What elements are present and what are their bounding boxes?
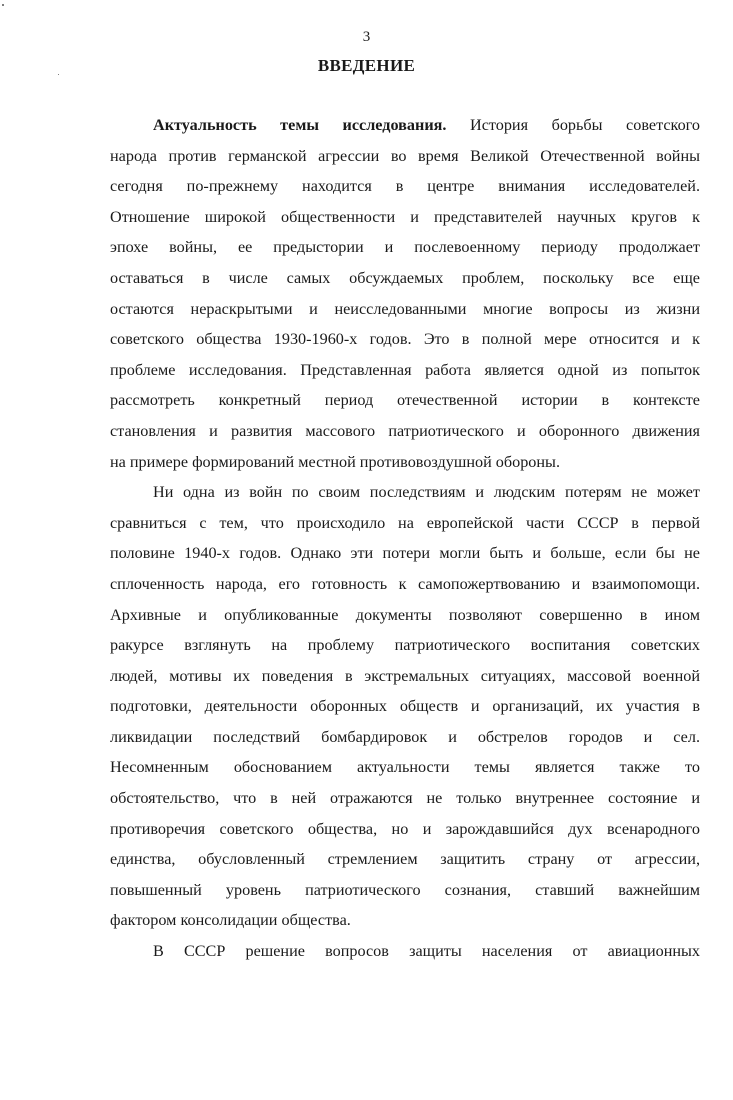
text-line: повышенный уровень патриотического сознания, ставший важнейшим [110, 880, 700, 899]
section-title: ВВЕДЕНИЕ [317, 56, 416, 75]
relevance-heading: Актуальность темы исследования. [153, 116, 447, 134]
text-line: Архивные и опубликованные документы позволяют совершенно в ином [110, 605, 700, 624]
text-line: Актуальность темы исследования. История борьбы советского [153, 116, 700, 134]
text-line: советского общества 1930-1960-х годов. Это в полной мере относится и к [110, 330, 700, 349]
text-line: противоречия советского общества, но и зарождавшийся дух всенародного [110, 819, 700, 838]
text-line: народа против германской агрессии во время Великой Отечественной войны [110, 146, 700, 165]
text-line: оставаться в числе самых обсуждаемых проблем, поскольку все еще [110, 268, 700, 287]
text-line: Ни одна из войн по своим последствиям и людским потерям не может [153, 483, 700, 502]
text-line: рассмотреть конкретный период отечественной истории в контексте [110, 391, 700, 410]
text-line: на примере формирований местной противовоздушной обороны. [110, 452, 560, 471]
paragraph-relevance [110, 110, 700, 477]
text-line: единства, обусловленный стремлением защитить страну от агрессии, [110, 850, 700, 869]
scan-speck [2, 4, 4, 6]
text-line: сплоченность народа, его готовность к самопожертвованию и взаимопомощи. [110, 574, 700, 593]
text-line: становления и развития массового патриотического и оборонного движения [110, 421, 700, 440]
text-line: подготовки, деятельности оборонных обществ и организаций, их участия в [110, 697, 700, 716]
paragraph-ussr-defense [110, 936, 700, 967]
paragraph-losses [110, 477, 700, 936]
text-line: обстоятельство, что в ней отражаются не только внутреннее состояние и [110, 789, 700, 808]
text-line: ракурсе взглянуть на проблему патриотического воспитания советских [110, 636, 700, 655]
text-line: сегодня по-прежнему находится в центре внимания исследователей. [110, 177, 700, 196]
text-line: сравниться с тем, что происходило на европейской части СССР в первой [110, 513, 700, 532]
text-line: половине 1940-х годов. Однако эти потери могли быть и больше, если бы не [110, 544, 700, 563]
page-number: 3 [362, 29, 371, 45]
text-line: ликвидации последствий бомбардировок и обстрелов городов и сел. [110, 727, 700, 746]
text-line: Несомненным обоснованием актуальности темы является также то [110, 758, 700, 777]
text-line: остаются нераскрытыми и неисследованными многие вопросы из жизни [110, 299, 700, 318]
text-line: фактором консолидации общества. [110, 911, 351, 930]
text-line: эпохе войны, ее предыстории и послевоенному периоду продолжает [110, 238, 700, 257]
text-line: проблеме исследования. Представленная работа является одной из попыток [110, 360, 700, 379]
text-line: Отношение широкой общественности и представителей научных кругов к [110, 207, 700, 226]
text-line: людей, мотивы их поведения в экстремальных ситуациях, массовой военной [110, 666, 700, 685]
text-line: В СССР решение вопросов защиты населения от авиационных [153, 942, 700, 961]
document-body [110, 110, 700, 967]
